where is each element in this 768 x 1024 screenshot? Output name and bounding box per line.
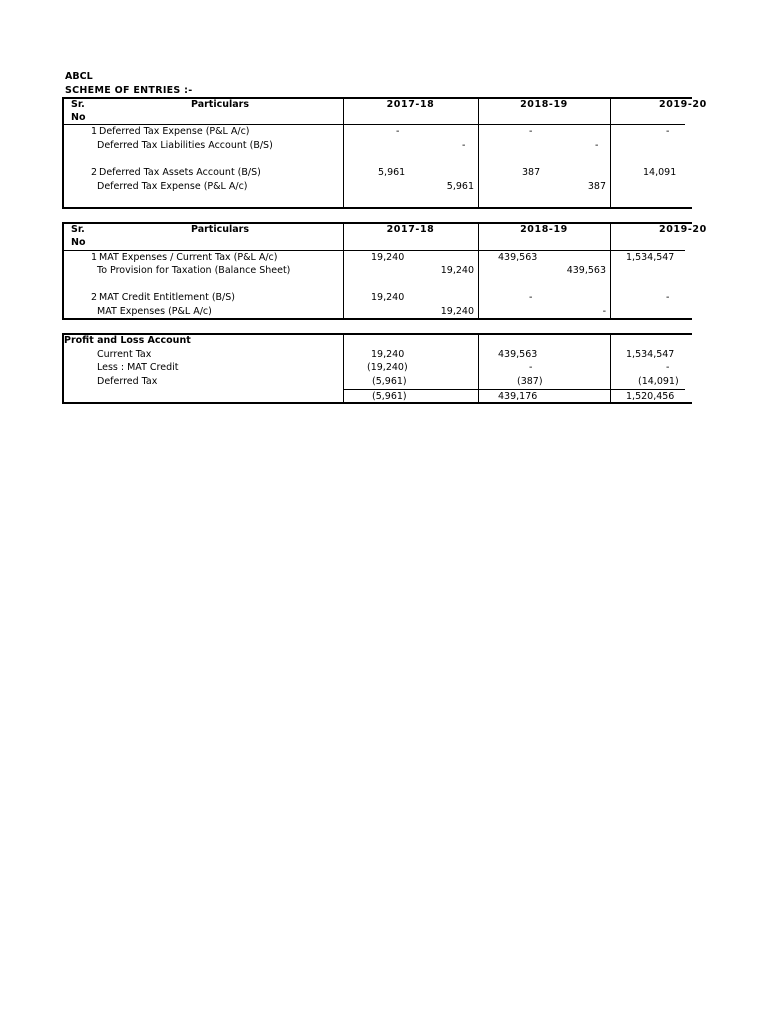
pl-item-label: Current Tax: [97, 349, 152, 360]
pl-item-label: Deferred Tax: [97, 376, 158, 387]
col-2017-18: 2017-18: [386, 224, 435, 235]
credit-value: -: [595, 140, 599, 151]
credit-value: -: [602, 306, 606, 317]
debit-value: 19,240: [371, 292, 405, 303]
pl-value: -: [529, 362, 533, 373]
pl-value: -: [666, 362, 670, 373]
col-2018-19: 2018-19: [520, 99, 568, 110]
col-particulars: Particulars: [190, 224, 249, 235]
pl-value: 439,563: [498, 349, 538, 360]
col-2019-20: 2019-20: [659, 224, 707, 235]
pl-total: 439,176: [498, 391, 538, 402]
pl-value: (19,240): [367, 362, 408, 373]
debit-value: -: [396, 126, 400, 137]
col-2019-20: 2019-20: [659, 99, 707, 110]
col-2018-19: 2018-19: [520, 224, 568, 235]
credit-value: 19,240: [440, 265, 474, 276]
debit-value: -: [529, 292, 533, 303]
sr-number: 1: [90, 126, 97, 137]
debit-value: -: [666, 292, 670, 303]
col-sr: Sr.: [71, 224, 85, 235]
pl-value: (14,091): [638, 376, 679, 387]
debit-value: 387: [522, 167, 541, 178]
entry-text: Deferred Tax Expense (P&L A/c): [99, 126, 250, 137]
debit-value: 14,091: [643, 167, 677, 178]
col-no: No: [71, 112, 86, 123]
credit-value: 19,240: [440, 306, 474, 317]
pl-value: (387): [517, 376, 543, 387]
credit-value: -: [462, 140, 466, 151]
sr-number: 1: [90, 252, 97, 263]
company-name: ABCL: [65, 71, 93, 82]
pl-value: (5,961): [372, 376, 407, 387]
debit-value: 5,961: [378, 167, 406, 178]
entry-text: Deferred Tax Expense (P&L A/c): [97, 181, 248, 192]
entry-text: To Provision for Taxation (Balance Sheet): [97, 265, 291, 276]
debit-value: 19,240: [371, 252, 405, 263]
pl-value: 19,240: [371, 349, 405, 360]
col-particulars: Particulars: [190, 99, 249, 110]
debit-value: -: [529, 126, 533, 137]
entry-text: MAT Expenses / Current Tax (P&L A/c): [99, 252, 278, 263]
profit-loss-title: Profit and Loss Account: [64, 335, 191, 346]
debit-value: -: [666, 126, 670, 137]
entry-text: Deferred Tax Assets Account (B/S): [99, 167, 261, 178]
credit-value: 387: [587, 181, 606, 192]
col-sr: Sr.: [71, 99, 85, 110]
pl-total: (5,961): [372, 391, 407, 402]
debit-value: 439,563: [498, 252, 538, 263]
debit-value: 1,534,547: [626, 252, 675, 263]
sr-number: 2: [90, 167, 97, 178]
sr-number: 2: [90, 292, 97, 303]
col-2017-18: 2017-18: [386, 99, 435, 110]
pl-total: 1,520,456: [626, 391, 675, 402]
pl-value: 1,534,547: [626, 349, 675, 360]
pl-item-label: Less : MAT Credit: [97, 362, 179, 373]
entry-text: Deferred Tax Liabilities Account (B/S): [97, 140, 273, 151]
credit-value: 5,961: [446, 181, 474, 192]
entry-text: MAT Expenses (P&L A/c): [97, 306, 212, 317]
col-no: No: [71, 237, 86, 248]
credit-value: 439,563: [566, 265, 606, 276]
entry-text: MAT Credit Entitlement (B/S): [99, 292, 235, 303]
page-heading: SCHEME OF ENTRIES :-: [65, 85, 193, 96]
